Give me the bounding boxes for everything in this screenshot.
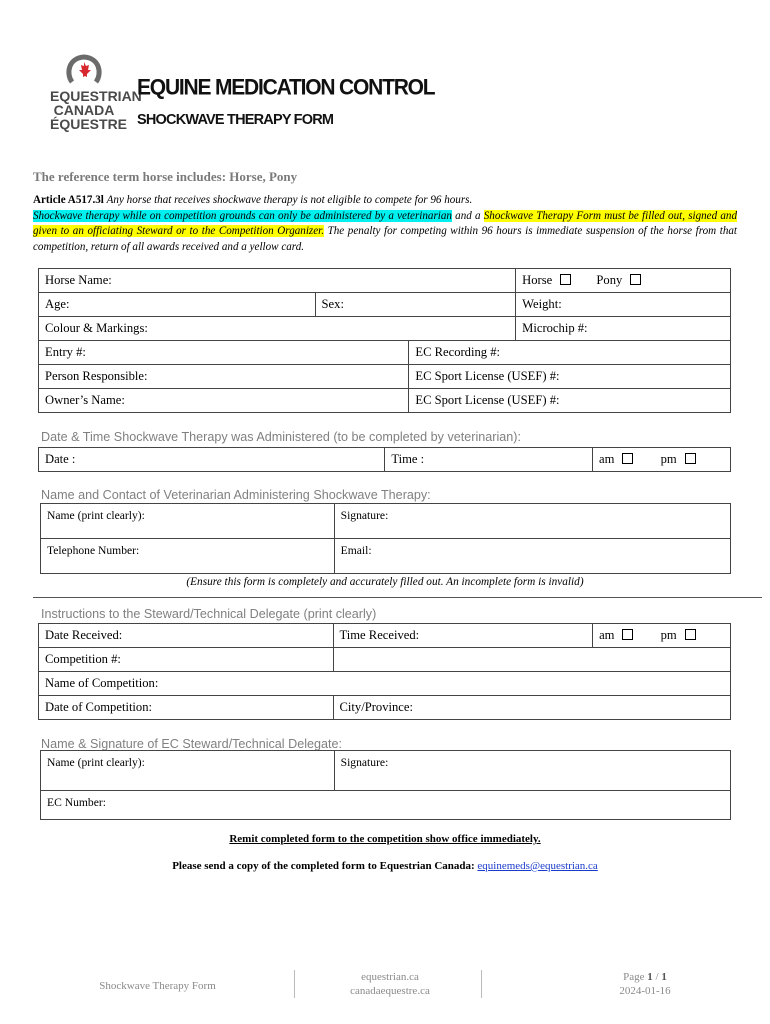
logo-line-1: EQUESTRIAN: [50, 88, 142, 104]
page-title: EQUINE MEDICATION CONTROL: [137, 75, 435, 100]
competition-name-field[interactable]: Name of Competition:: [39, 672, 731, 696]
completion-note: (Ensure this form is completely and accurately filled out. An incomplete form is invalid): [186, 576, 584, 588]
steward-table: [38, 623, 731, 720]
admin-datetime-table: [38, 447, 731, 472]
footer-separator-1: [294, 970, 295, 998]
equestrian-canada-logo: [50, 52, 142, 132]
logo-line-2: CANADA: [53, 102, 115, 118]
received-ampm-cell: [593, 624, 731, 648]
vet-phone-field[interactable]: Telephone Number:: [41, 539, 335, 574]
sex-field[interactable]: Sex:: [315, 293, 516, 317]
send-copy-instruction: [0, 860, 770, 872]
footer-websites: [310, 970, 470, 998]
article-sentence-1: Any horse that receives shockwave therapy is not eligible to compete for 96 hours.: [106, 194, 473, 206]
horseshoe-maple-leaf-icon: [50, 52, 118, 84]
am-checkbox[interactable]: [622, 453, 633, 464]
received-am-label: am: [599, 628, 615, 642]
ec-steward-heading: Name & Signature of EC Steward/Technical Delegate:: [41, 737, 343, 751]
age-field[interactable]: Age:: [39, 293, 316, 317]
horse-checkbox[interactable]: [560, 274, 571, 285]
competition-number-blank[interactable]: [333, 648, 730, 672]
steward-heading: Instructions to the Steward/Technical Delegate (print clearly): [41, 607, 377, 621]
vet-heading: Name and Contact of Veterinarian Administering Shockwave Therapy:: [41, 488, 431, 502]
article-mid: and a: [451, 209, 484, 222]
steward-signature-field[interactable]: Signature:: [334, 751, 730, 791]
section-divider: [33, 597, 762, 598]
vet-name-field[interactable]: Name (print clearly):: [41, 504, 335, 539]
footer-site-1[interactable]: equestrian.ca: [361, 971, 419, 983]
admin-time-field[interactable]: Time :: [385, 448, 593, 472]
weight-field[interactable]: Weight:: [516, 293, 731, 317]
person-responsible-field[interactable]: Person Responsible:: [39, 365, 409, 389]
footer-form-name: Shockwave Therapy Form: [99, 980, 216, 992]
colour-markings-field[interactable]: Colour & Markings:: [39, 317, 516, 341]
time-received-field[interactable]: Time Received:: [333, 624, 593, 648]
received-pm-checkbox[interactable]: [685, 629, 696, 640]
article-highlight-cyan: Shockwave therapy while on competition grounds can only be administered by a veterinarian: [33, 209, 452, 222]
person-license-field[interactable]: EC Sport License (USEF) #:: [409, 365, 731, 389]
admin-date-field[interactable]: Date :: [39, 448, 385, 472]
entry-number-field[interactable]: Entry #:: [39, 341, 409, 365]
am-label: am: [599, 452, 615, 466]
competition-number-field[interactable]: Competition #:: [39, 648, 334, 672]
city-province-field[interactable]: City/Province:: [333, 696, 730, 720]
pm-label: pm: [660, 452, 677, 466]
remit-instruction: Remit completed form to the competition show office immediately.: [229, 833, 541, 845]
reference-term-note: The reference term horse includes: Horse, Pony: [33, 169, 298, 184]
ec-recording-field[interactable]: EC Recording #:: [409, 341, 731, 365]
steward-name-field[interactable]: Name (print clearly):: [41, 751, 335, 791]
article-rest: The penalty for competing within 96 hours is immediate suspension of the horse from that competition, return of all awards received and a yellow card.: [33, 225, 737, 253]
article-label: Article A517.3l: [33, 194, 104, 206]
page-separator: /: [655, 971, 659, 983]
admin-datetime-heading: Date & Time Shockwave Therapy was Administered (to be completed by veterinarian):: [41, 430, 521, 444]
page-subtitle: SHOCKWAVE THERAPY FORM: [137, 112, 334, 128]
received-pm-label: pm: [660, 628, 677, 642]
vet-email-field[interactable]: Email:: [334, 539, 730, 574]
page-indicator: [590, 970, 700, 984]
vet-table: [40, 503, 731, 574]
pony-option-label: Pony: [596, 273, 623, 287]
contact-email-link[interactable]: equinemeds@equestrian.ca: [477, 860, 598, 872]
horse-option-label: Horse: [522, 273, 553, 287]
page-total: 1: [661, 971, 667, 983]
footer-separator-2: [481, 970, 482, 998]
footer-page-info: [590, 970, 700, 998]
page-number: 1: [647, 971, 653, 983]
ec-steward-table: [40, 750, 731, 820]
page-label: Page: [623, 971, 645, 983]
vet-signature-field[interactable]: Signature:: [334, 504, 730, 539]
horse-type-cell: [516, 269, 731, 293]
microchip-field[interactable]: Microchip #:: [516, 317, 731, 341]
ec-number-field[interactable]: EC Number:: [41, 791, 731, 820]
logo-line-3: ÉQUESTRE: [50, 116, 128, 132]
horse-info-table: [38, 268, 731, 413]
owner-license-field[interactable]: EC Sport License (USEF) #:: [409, 389, 731, 413]
article-paragraph: [33, 193, 737, 255]
footer-date: 2024-01-16: [619, 985, 671, 997]
pony-checkbox[interactable]: [630, 274, 641, 285]
article-highlight-yellow: Shockwave Therapy Form must be filled out, signed and given to an officiating Steward or to the Competition Organizer.: [33, 209, 737, 237]
received-am-checkbox[interactable]: [622, 629, 633, 640]
footer-site-2[interactable]: canadaequestre.ca: [350, 985, 430, 997]
send-copy-text: Please send a copy of the completed form to Equestrian Canada:: [172, 860, 478, 872]
owner-name-field[interactable]: Owner’s Name:: [39, 389, 409, 413]
horse-name-field[interactable]: Horse Name:: [39, 269, 516, 293]
competition-date-field[interactable]: Date of Competition:: [39, 696, 334, 720]
admin-ampm-cell: [593, 448, 731, 472]
pm-checkbox[interactable]: [685, 453, 696, 464]
date-received-field[interactable]: Date Received:: [39, 624, 334, 648]
